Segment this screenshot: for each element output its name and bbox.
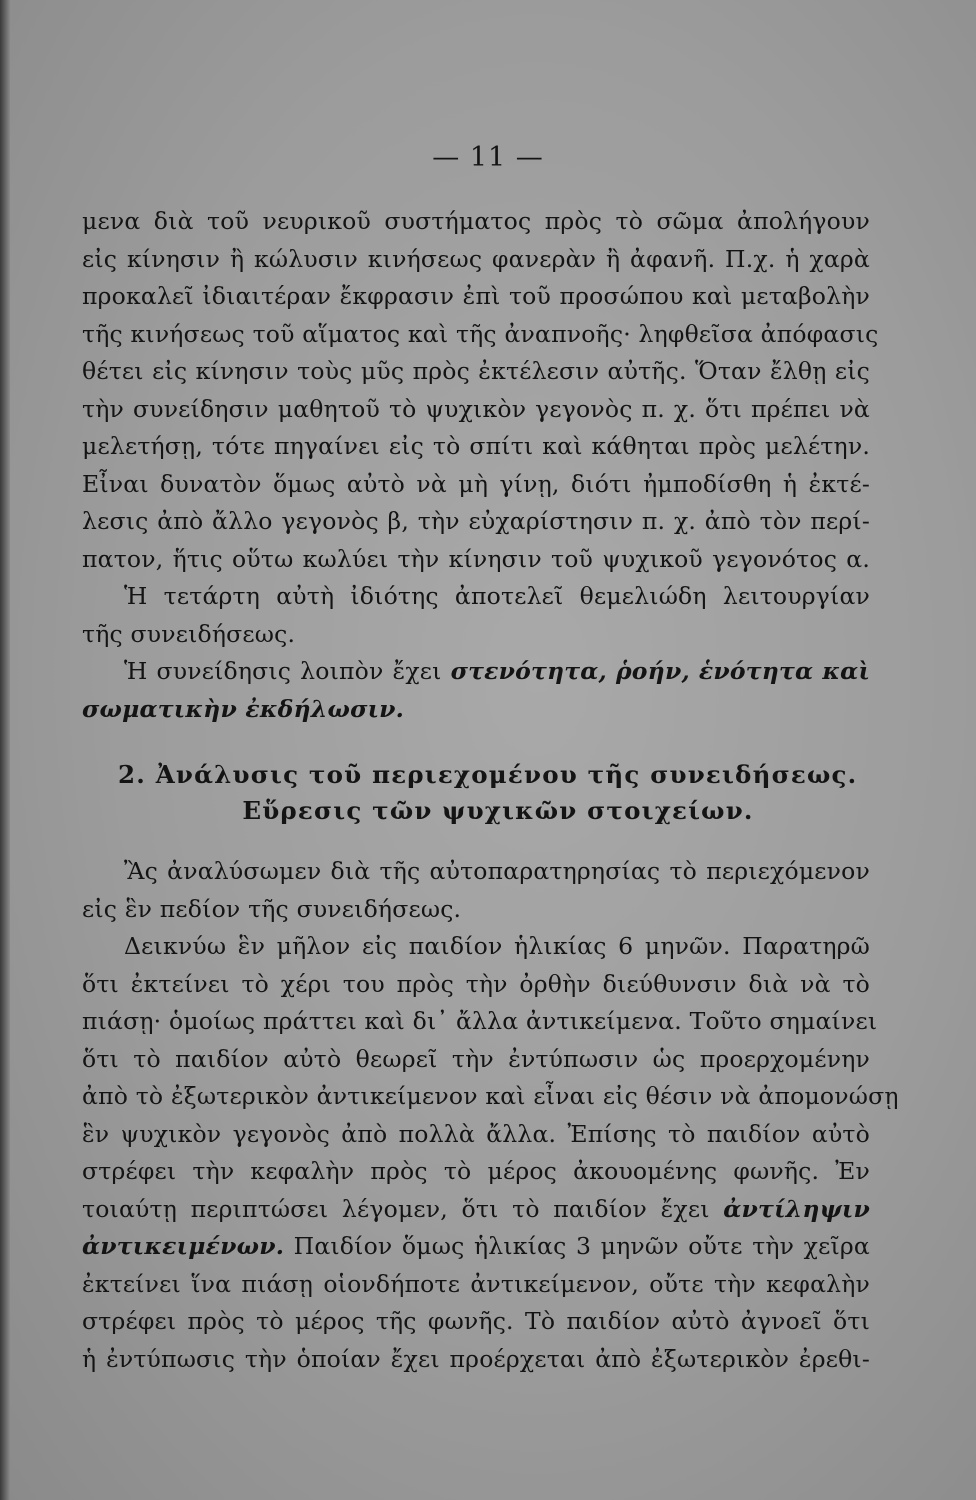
section-subtitle: Εὕρεσις τῶν ψυχικῶν στοιχείων. — [242, 796, 754, 825]
text-span: τοιαύτῃ περιπτώσει λέγομεν, ὅτι τὸ παιδίον ἔχει — [82, 1194, 710, 1223]
text-line: λεσις ἀπὸ ἄλλο γεγονὸς β, τὴν εὐχαρίστησιν π. χ. ἀπὸ τὸν περί- — [82, 507, 870, 535]
page-number: — 11 — — [432, 142, 544, 173]
emphasis-term: ἑνότητα — [698, 657, 814, 685]
section-title: 2. Ἀνάλυσις τοῦ περιεχομένου τῆς συνειδήσεως. — [118, 760, 858, 789]
paragraph-1 — [82, 203, 879, 728]
text-line: ἡ ἐντύπωσις τὴν ὁποίαν ἔχει προέρχεται ἀπὸ ἐξωτερικὸν ἐρεθι- — [82, 1344, 870, 1373]
text-line: τῆς συνειδήσεως. — [82, 619, 296, 648]
text-line: ἀπὸ τὸ ἐξωτερικὸν ἀντικείμενον καὶ εἶναι εἰς θέσιν νὰ ἀπομονώσῃ — [82, 1082, 899, 1110]
text-line: στρέφει πρὸς τὸ μέρος τῆς φωνῆς. Τὸ παιδίον αὐτὸ ἀγνοεῖ ὅτι — [82, 1307, 870, 1335]
emphasis-term: καὶ — [822, 657, 871, 685]
emphasis-term: στενότητα, — [450, 657, 607, 685]
emphasis-term: ῥοήν, — [615, 657, 690, 685]
text-line: μενα διὰ τοῦ νευρικοῦ συστήματος πρὸς τὸ σῶμα ἀπολήγουν — [82, 207, 870, 235]
text-line: πιάσῃ· ὁμοίως πράττει καὶ δι᾽ ἄλλα ἀντικείμενα. Τοῦτο σημαίνει — [82, 1007, 878, 1035]
text-line: πατον, ἥτις οὕτω κωλύει τὴν κίνησιν τοῦ ψυχικοῦ γεγονότος α. — [82, 544, 870, 573]
paragraph-4 — [82, 853, 899, 1378]
text-line: Ἡ τετάρτη αὐτὴ ἰδιότης ἀποτελεῖ θεμελιώδη λειτουργίαν — [124, 582, 870, 610]
text-line — [82, 653, 870, 691]
text-line — [82, 1228, 870, 1266]
emphasis-term: ἀντίληψιν — [723, 1194, 871, 1223]
text-line: ὅτι ἐκτείνει τὸ χέρι του πρὸς τὴν ὀρθὴν διεύθυνσιν διὰ νὰ τὸ — [82, 969, 870, 998]
text-line: ἐκτείνει ἵνα πιάσῃ οἱονδήποτε ἀντικείμενον, οὔτε τὴν κεφαλὴν — [82, 1269, 870, 1298]
text-line: εἰς κίνησιν ἢ κώλυσιν κινήσεως φανερὰν ἢ ἀφανῆ. Π.χ. ἡ χαρὰ — [82, 244, 870, 273]
text-line — [82, 1191, 870, 1229]
section-heading — [118, 757, 878, 829]
text-line: ὅτι τὸ παιδίον αὐτὸ θεωρεῖ τὴν ἐντύπωσιν ὡς προερχομένην — [82, 1044, 870, 1073]
text-line: θέτει εἰς κίνησιν τοὺς μῦς πρὸς ἐκτέλεσιν αὐτῆς. Ὅταν ἔλθῃ εἰς — [82, 357, 870, 385]
text-line: τὴν συνείδησιν μαθητοῦ τὸ ψυχικὸν γεγονὸς π. χ. ὅτι πρέπει νὰ — [82, 394, 870, 423]
page-edge-shadow — [0, 0, 10, 1500]
text-line: εἰς ἓν πεδίον τῆς συνειδήσεως. — [82, 894, 462, 923]
text-line: Εἶναι δυνατὸν ὅμως αὐτὸ νὰ μὴ γίνῃ, διότι ἠμποδίσθη ἡ ἐκτέ- — [82, 469, 870, 498]
text-line: τῆς κινήσεως τοῦ αἵματος καὶ τῆς ἀναπνοῆς· ληφθεῖσα ἀπόφασις — [82, 319, 879, 348]
text-line: προκαλεῖ ἰδιαιτέραν ἔκφρασιν ἐπὶ τοῦ προσώπου καὶ μεταβολὴν — [82, 282, 870, 310]
text-line: Ἂς ἀναλύσωμεν διὰ τῆς αὐτοπαρατηρησίας τὸ περιεχόμενον — [124, 857, 870, 885]
text-span: Ἡ συνείδησις λοιπὸν ἔχει — [124, 657, 451, 685]
text-line: ἓν ψυχικὸν γεγονὸς ἀπὸ πολλὰ ἄλλα. Ἐπίσης τὸ παιδίον αὐτὸ — [82, 1119, 870, 1148]
text-span: Παιδίον ὅμως ἡλικίας 3 μηνῶν οὔτε τὴν χεῖρα — [293, 1232, 870, 1260]
text-line: Δεικνύω ἓν μῆλον εἰς παιδίον ἡλικίας 6 μηνῶν. Παρατηρῶ — [124, 932, 870, 960]
text-line: μελετήσῃ, τότε πηγαίνει εἰς τὸ σπίτι καὶ κάθηται πρὸς μελέτην. — [82, 432, 870, 460]
text-line: στρέφει τὴν κεφαλὴν πρὸς τὸ μέρος ἀκουομένης φωνῆς. Ἐν — [82, 1157, 870, 1185]
emphasis-line: σωματικὴν ἐκδήλωσιν. — [82, 694, 405, 723]
emphasis-term: ἀντικειμένων. — [82, 1232, 285, 1260]
